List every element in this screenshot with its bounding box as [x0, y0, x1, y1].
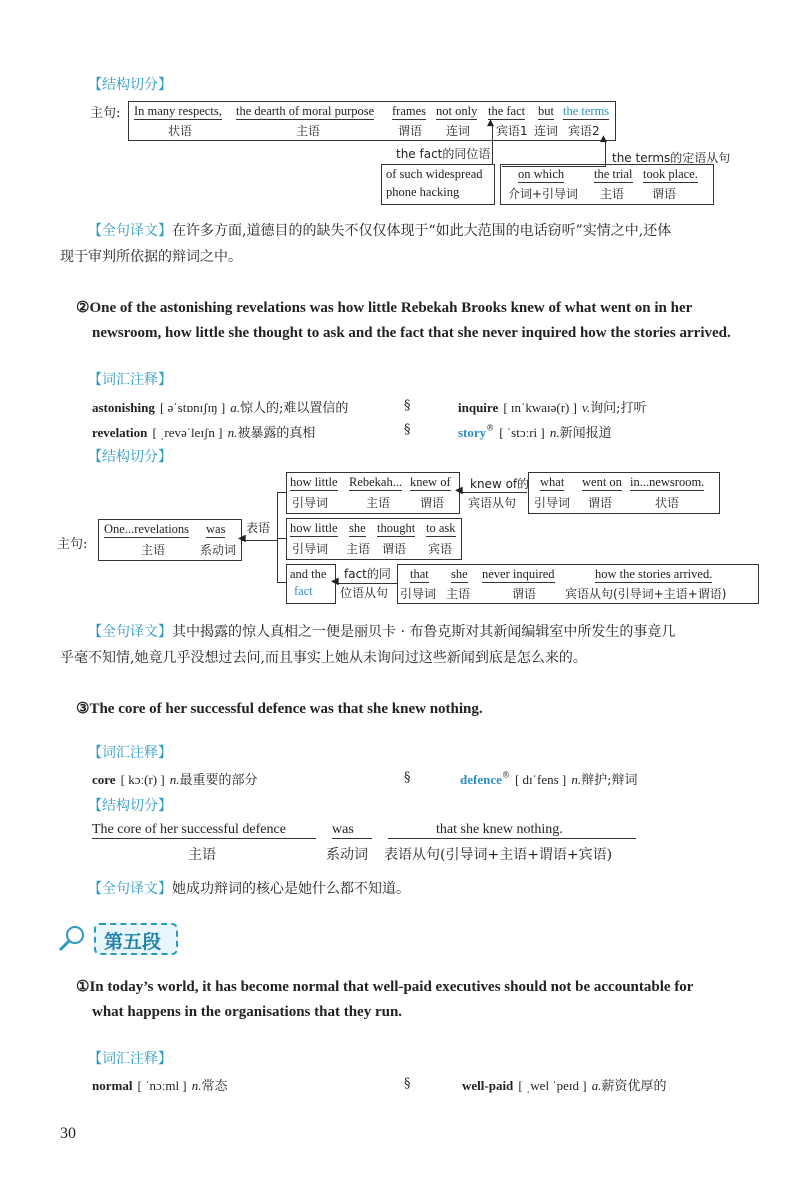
s2-r1-link: knew of的 — [470, 477, 530, 491]
s2-r2-role-3: 宾语 — [428, 542, 453, 556]
s1-seg-0: In many respects, — [134, 104, 222, 118]
s2-r3-seg-2: never inquired — [482, 567, 555, 581]
s2-r2-role-1: 主语 — [346, 542, 371, 556]
s1-translation-1 — [88, 218, 671, 244]
s2-vocab-2: revelation [ ˌrevəˈleɪʃn ] n.被暴露的真相 — [92, 425, 316, 441]
paragraph-heading: 第五段 — [104, 931, 162, 953]
structure-label-2: 【结构切分】 — [88, 449, 172, 465]
s1-attr-label: the terms的定语从句 — [612, 151, 731, 165]
s2-r1-link2: 宾语从句 — [468, 496, 517, 510]
s3-role-2: 表语从句(引导词+主语+谓语+宾语) — [384, 847, 613, 863]
s3-seg-0: The core of her successful defence — [92, 822, 316, 839]
main-clause-label: 主句: — [90, 106, 121, 121]
s2-r2-role-0: 引导词 — [292, 542, 329, 556]
translation-label-1: 【全句译文】 — [88, 223, 172, 239]
s2-subj-1: was — [206, 522, 226, 536]
s2-main-label: 主句: — [57, 537, 88, 552]
s2-r1b-seg-1: went on — [582, 475, 622, 489]
s2-vocab-1: inquire [ ɪnˈkwaɪə(r) ] v.询问;打听 — [458, 400, 647, 416]
s1-seg-3: not only — [436, 104, 478, 118]
s3-role-0: 主语 — [188, 847, 216, 863]
divider-icon: § — [404, 422, 411, 437]
s1-attr-seg-0: on which — [518, 167, 565, 181]
s3-vocab-0: core [ kɔː(r) ] n.最重要的部分 — [92, 772, 258, 788]
s3-role-1: 系动词 — [326, 847, 368, 863]
p5-vocab-0: normal [ ˈnɔːml ] n.常态 — [92, 1078, 228, 1094]
s1-translation-2: 现于审判所依据的辩词之中。 — [60, 249, 242, 265]
s2-r1b-role-0: 引导词 — [534, 496, 571, 510]
s1-role-1: 主语 — [296, 124, 321, 138]
s2-r1-role-0: 引导词 — [292, 496, 329, 510]
s2-translation-1: 【全句译文】其中揭露的惊人真相之一便是丽贝卡 · 布鲁克斯对其新闻编辑室中所发生的事竟几 — [88, 624, 676, 640]
s1-role-3: 连词 — [446, 124, 471, 138]
s1-attr-role-2: 谓语 — [652, 187, 677, 201]
s2-r3-b: fact — [294, 584, 313, 598]
s2-subj-0: One...revelations — [104, 522, 190, 536]
s1-translation-text-1: 在许多方面,道德目的的缺失不仅仅体现于“如此大范围的电话窃听”实情之中,还体 — [172, 223, 672, 239]
magnifier-icon — [57, 923, 87, 953]
divider-icon: § — [404, 1076, 411, 1091]
s2-r1-seg-2: knew of — [410, 475, 451, 489]
s1-attr-seg-2: took place. — [643, 167, 698, 181]
s1-role-4: 宾语1 — [496, 124, 528, 138]
s3-seg-1: was — [332, 822, 372, 839]
s2-r2-seg-3: to ask — [426, 521, 456, 535]
s2-r3-a: and the — [290, 567, 327, 581]
s2-vocab-0: astonishing [ əˈstɒnɪʃɪŋ ] a.惊人的;难以置信的 — [92, 400, 349, 416]
s2-subj-role-0: 主语 — [141, 543, 166, 557]
s1-role-5: 连词 — [534, 124, 559, 138]
s3-sentence: ③The core of her successful defence was that she knew nothing. — [76, 701, 483, 717]
p5-vocab-1: well-paid [ ˌwel ˈpeɪd ] a.薪资优厚的 — [462, 1078, 667, 1094]
s1-attr-role-0: 介词+引导词 — [508, 187, 579, 201]
s2-r2-seg-0: how little — [290, 521, 338, 535]
s2-r2-seg-2: thought — [377, 521, 416, 535]
s2-r1-seg-0: how little — [290, 475, 338, 489]
s1-appos-label: the fact的同位语 — [396, 147, 491, 161]
p5-sentence-1: ①In today’s world, it has become normal that well-paid executives should not be accountable for — [76, 979, 694, 995]
s2-sentence-1: ②One of the astonishing revelations was how little Rebekah Brooks knew of what went on in her — [76, 300, 693, 316]
s1-role-6: 宾语2 — [568, 124, 600, 138]
structure-label-3: 【结构切分】 — [88, 798, 172, 814]
s3-translation: 【全句译文】她成功辩词的核心是她什么都不知道。 — [88, 881, 410, 897]
translation-label-3: 【全句译文】 — [88, 881, 172, 897]
s1-attr-seg-1: the trial — [594, 167, 633, 181]
s1-appos-text-2: phone hacking — [386, 185, 460, 199]
s2-r1-role-2: 谓语 — [420, 496, 445, 510]
page-number: 30 — [60, 1125, 76, 1142]
s2-r1b-seg-0: what — [540, 475, 565, 489]
s2-r3-seg-3: how the stories arrived. — [595, 567, 713, 581]
s2-r1-role-1: 主语 — [366, 496, 391, 510]
s2-r3-seg-1: she — [451, 567, 468, 581]
s1-role-2: 谓语 — [398, 124, 423, 138]
s2-r3-role-0: 引导词 — [400, 587, 437, 601]
s2-r2-role-2: 谓语 — [382, 542, 407, 556]
s1-appos-text-1: of such widespread — [386, 167, 483, 181]
s1-seg-5: but — [538, 104, 554, 118]
s2-r3-role-2: 谓语 — [512, 587, 537, 601]
vocab-label-2: 【词汇注释】 — [88, 372, 172, 388]
s2-r1b-role-2: 状语 — [655, 496, 680, 510]
s2-r1b-role-1: 谓语 — [588, 496, 613, 510]
structure-label-1: 【结构切分】 — [88, 77, 172, 93]
s1-seg-4: the fact — [488, 104, 526, 118]
s1-seg-1: the dearth of moral purpose — [236, 104, 375, 118]
divider-icon: § — [404, 770, 411, 785]
s2-r3-seg-0: that — [410, 567, 429, 581]
s1-seg-6: the terms — [563, 104, 610, 118]
vocab-label-3: 【词汇注释】 — [88, 745, 172, 761]
s2-sentence-2: newsroom, how little she thought to ask and the fact that she never inquired how the stories arrived. — [92, 325, 731, 341]
s1-attr-role-1: 主语 — [600, 187, 625, 201]
s2-vocab-3: story® [ ˈstɔːri ] n.新闻报道 — [458, 423, 612, 441]
s3-seg-2: that she knew nothing. — [388, 822, 636, 839]
translation-label-2: 【全句译文】 — [88, 624, 172, 640]
s2-r3-link: fact的同 — [344, 567, 391, 581]
s2-r3-role-3: 宾语从句(引导词+主语+谓语) — [565, 587, 727, 601]
s2-subj-role-1: 系动词 — [200, 543, 237, 557]
p5-sentence-2: what happens in the organisations that they run. — [92, 1004, 403, 1020]
s2-r2-seg-1: she — [349, 521, 366, 535]
s2-r3-role-1: 主语 — [446, 587, 471, 601]
s3-vocab-1: defence® [ dɪˈfens ] n.辩护;辩词 — [460, 770, 638, 788]
s2-translation-2: 乎毫不知情,她竟几乎没想过去问,而且事实上她从未询问过这些新闻到底是怎么来的。 — [60, 650, 587, 666]
s2-pred-label: 表语 — [246, 521, 271, 535]
s2-r3-link2: 位语从句 — [340, 586, 389, 600]
divider-icon: § — [404, 398, 411, 413]
s2-r1b-seg-2: in...newsroom. — [630, 475, 705, 489]
vocab-label-5: 【词汇注释】 — [88, 1051, 172, 1067]
s1-role-0: 状语 — [168, 124, 193, 138]
s1-seg-2: frames — [392, 104, 427, 118]
s2-r1-seg-1: Rebekah... — [349, 475, 403, 489]
